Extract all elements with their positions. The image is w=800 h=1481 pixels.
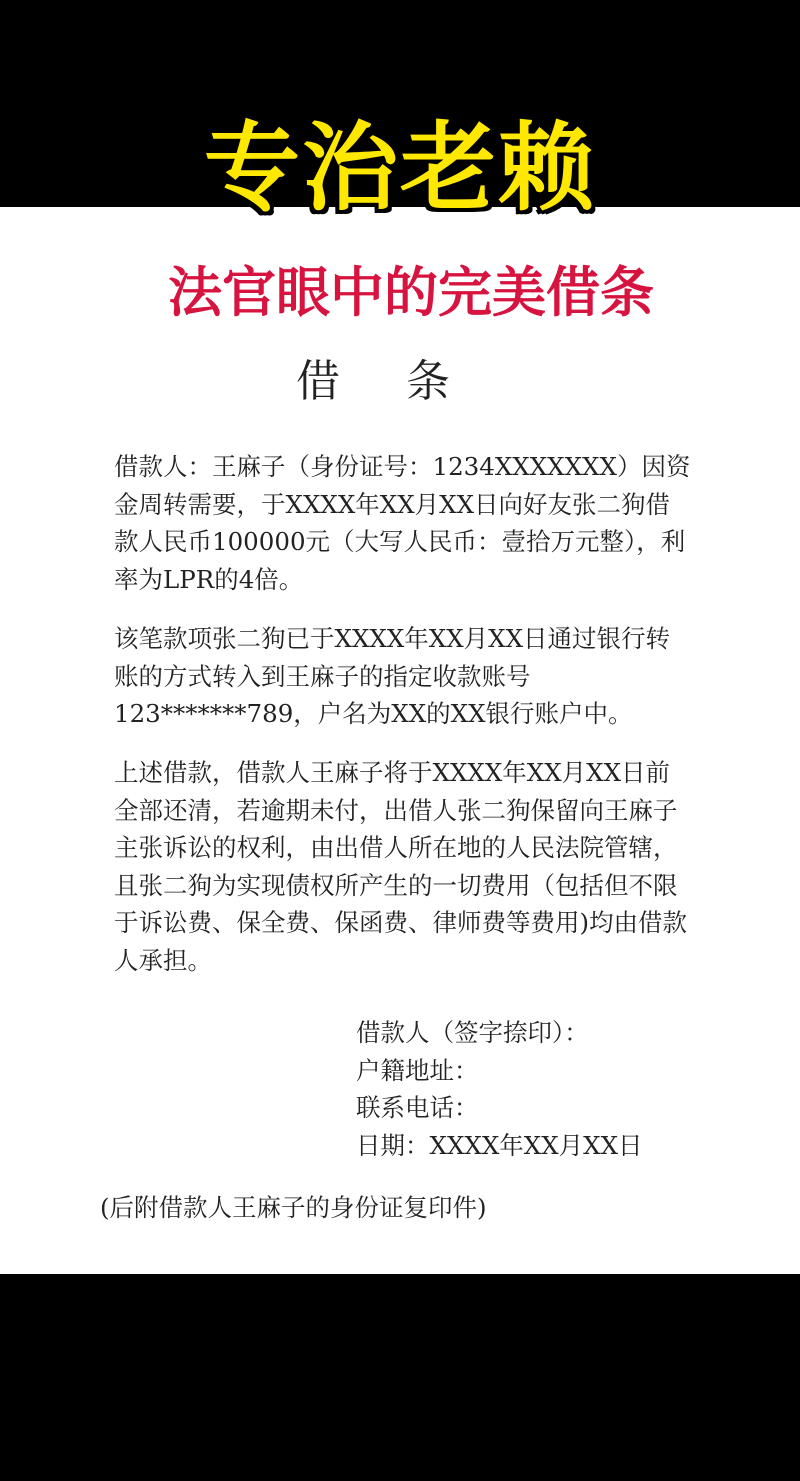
- headline: 专治老赖: [204, 112, 596, 224]
- bottom-black-band: [0, 1274, 800, 1481]
- signature-borrower-line: 借款人（签字捺印）：: [356, 1018, 589, 1047]
- signature-block: [356, 1014, 776, 1164]
- signature-date-line: 日期：XXXX年XX月XX日: [356, 1130, 643, 1160]
- footnote: (后附借款人王麻子的身份证复印件): [100, 1193, 487, 1222]
- signature-phone-line: 联系电话：: [356, 1093, 479, 1122]
- signature-address-line: 户籍地址：: [356, 1055, 479, 1085]
- subheadline: 法官眼中的完美借条: [168, 261, 654, 324]
- paragraph-repayment-terms: 上述借款，借款人王麻子将于XXXX年XX月XX日前全部还清，若逾期未付，出借人张二狗保留向王麻子主张诉讼的权利，由出借人所在地的人民法院管辖，且张二狗为实现债权所产生的一切费用（包括但不限于诉讼费、保全费、保函费、律师费等费用)均由借款人承担。: [114, 758, 688, 975]
- paragraph-transfer-details: 该笔款项张二狗已于XXXX年XX月XX日通过银行转账的方式转入到王麻子的指定收款账号123*******789，户名为XX的XX银行账户中。: [114, 624, 671, 728]
- paragraph-loan-details: 借款人：王麻子（身份证号：1234XXXXXXX）因资金周转需要，于XXXX年XX月XX日向好友张二狗借款人民币100000元（大写人民币：壹拾万元整），利率为LPR的4倍。: [114, 452, 691, 594]
- document-title: 借 条: [296, 356, 476, 407]
